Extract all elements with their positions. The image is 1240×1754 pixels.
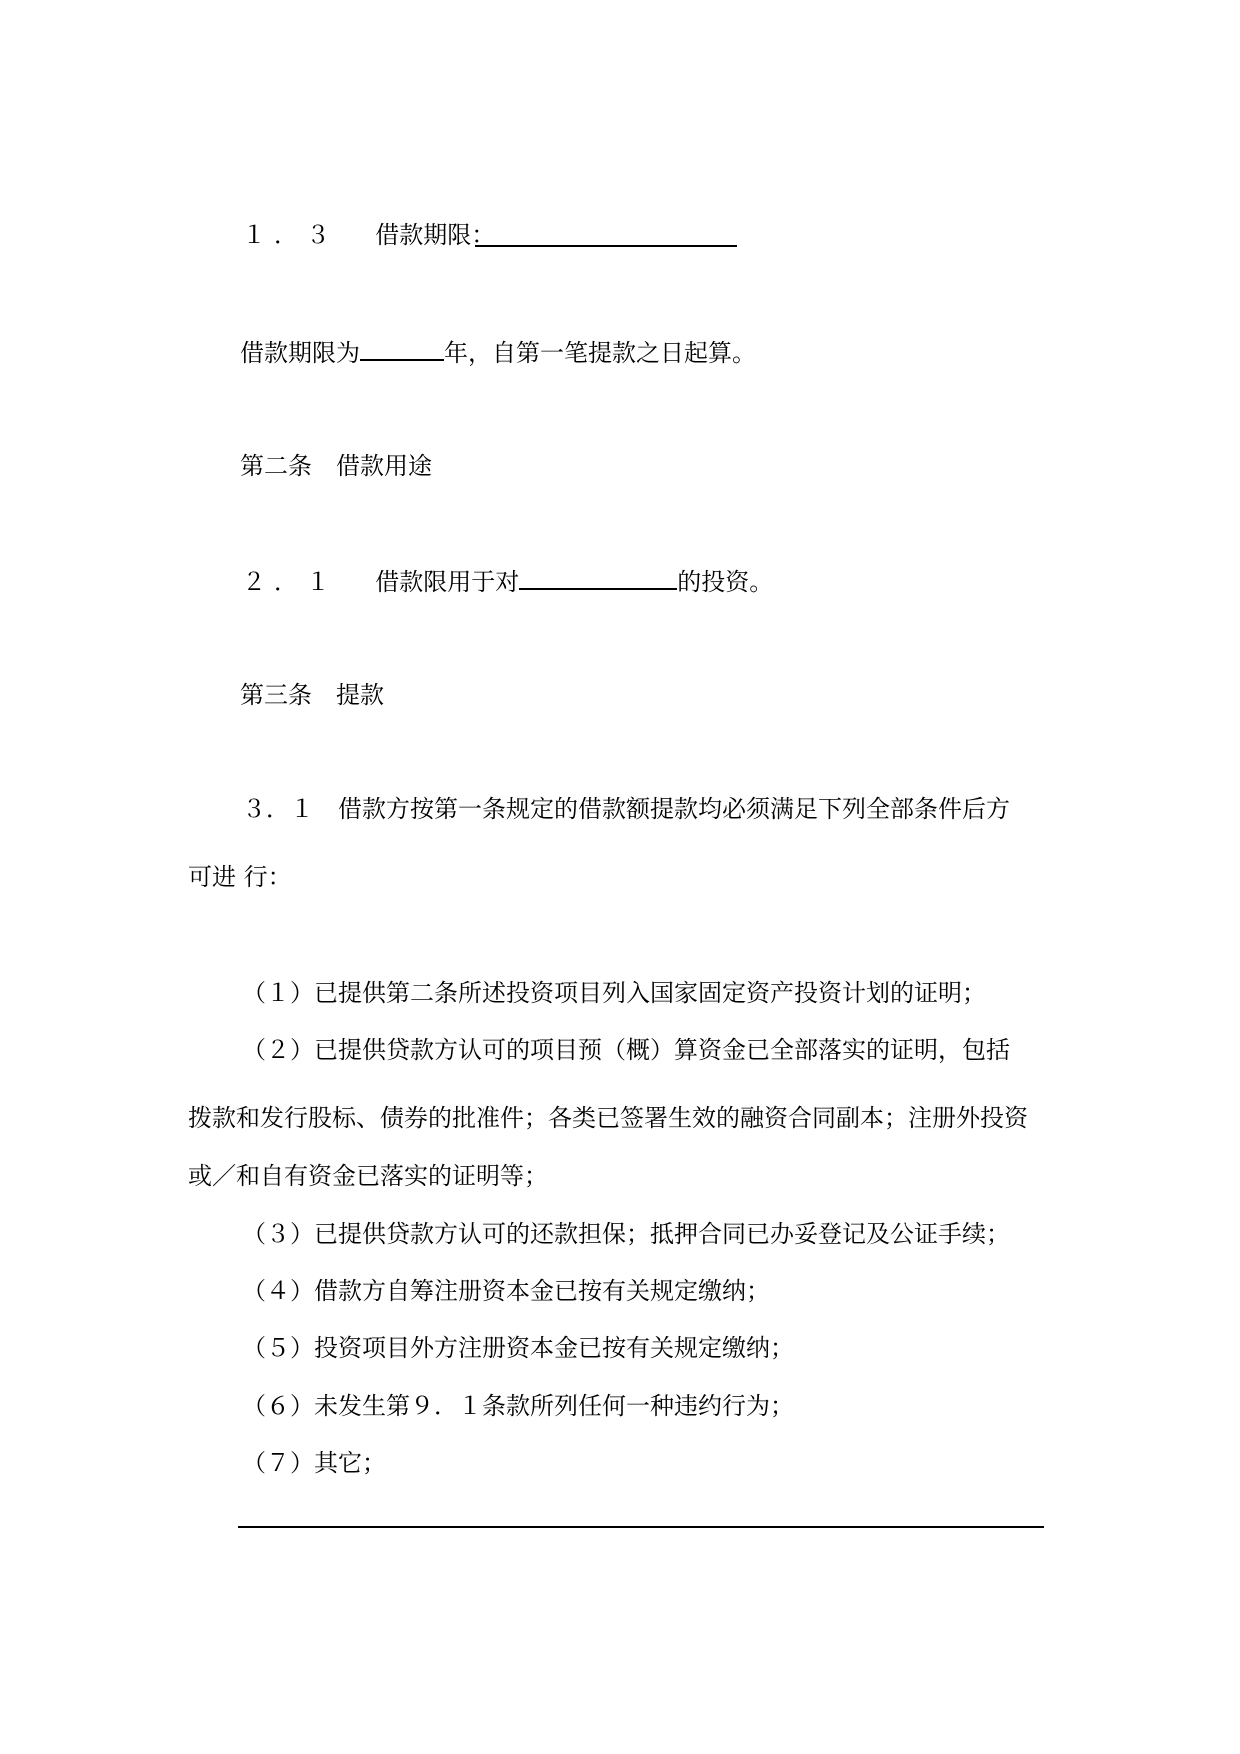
section-3-1-line-1: ３．１ 借款方按第一条规定的借款额提款均必须满足下列全部条件后方 [242, 795, 1010, 823]
purpose-text-post: 的投资。 [677, 568, 774, 596]
article-2-title: 第二条 借款用途 [240, 452, 432, 480]
condition-5: （５）投资项目外方注册资本金已按有关规定缴纳； [242, 1334, 794, 1362]
purpose-text-pre: 借款限用于对 [375, 568, 520, 596]
section-number: １．３ [242, 221, 338, 249]
condition-7: （７）其它； [242, 1449, 386, 1477]
section-label: 借款期限： [375, 221, 496, 249]
other-blank-line [238, 1526, 1044, 1528]
condition-3: （３）已提供贷款方认可的还款担保；抵押合同已办妥登记及公证手续； [242, 1220, 1010, 1248]
term-sentence [240, 337, 756, 368]
condition-6: （６）未发生第９．１条款所列任何一种违约行为； [242, 1392, 794, 1420]
condition-1: （１）已提供第二条所述投资项目列入国家固定资产投资计划的证明； [242, 979, 986, 1007]
article-3-title: 第三条 提款 [240, 681, 384, 709]
section-2-1 [242, 566, 773, 597]
condition-4: （４）借款方自筹注册资本金已按有关规定缴纳； [242, 1277, 770, 1305]
section-1-3 [242, 220, 495, 250]
condition-2-line-2: 拨款和发行股标、债券的批准件；各类已签署生效的融资合同副本；注册外投资 [188, 1104, 1028, 1132]
years-blank [360, 337, 444, 361]
section-3-1-line-2: 可进 行： [188, 863, 292, 891]
term-text-pre: 借款期限为 [240, 339, 360, 367]
section-number: ２．１ [242, 568, 338, 596]
condition-2-line-3: 或／和自有资金已落实的证明等； [188, 1162, 548, 1190]
term-text-post: 年，自第一笔提款之日起算。 [444, 339, 756, 367]
term-blank-line [475, 245, 737, 247]
purpose-blank [519, 566, 677, 590]
condition-2-line-1: （２）已提供贷款方认可的项目预（概）算资金已全部落实的证明，包括 [242, 1036, 1010, 1064]
